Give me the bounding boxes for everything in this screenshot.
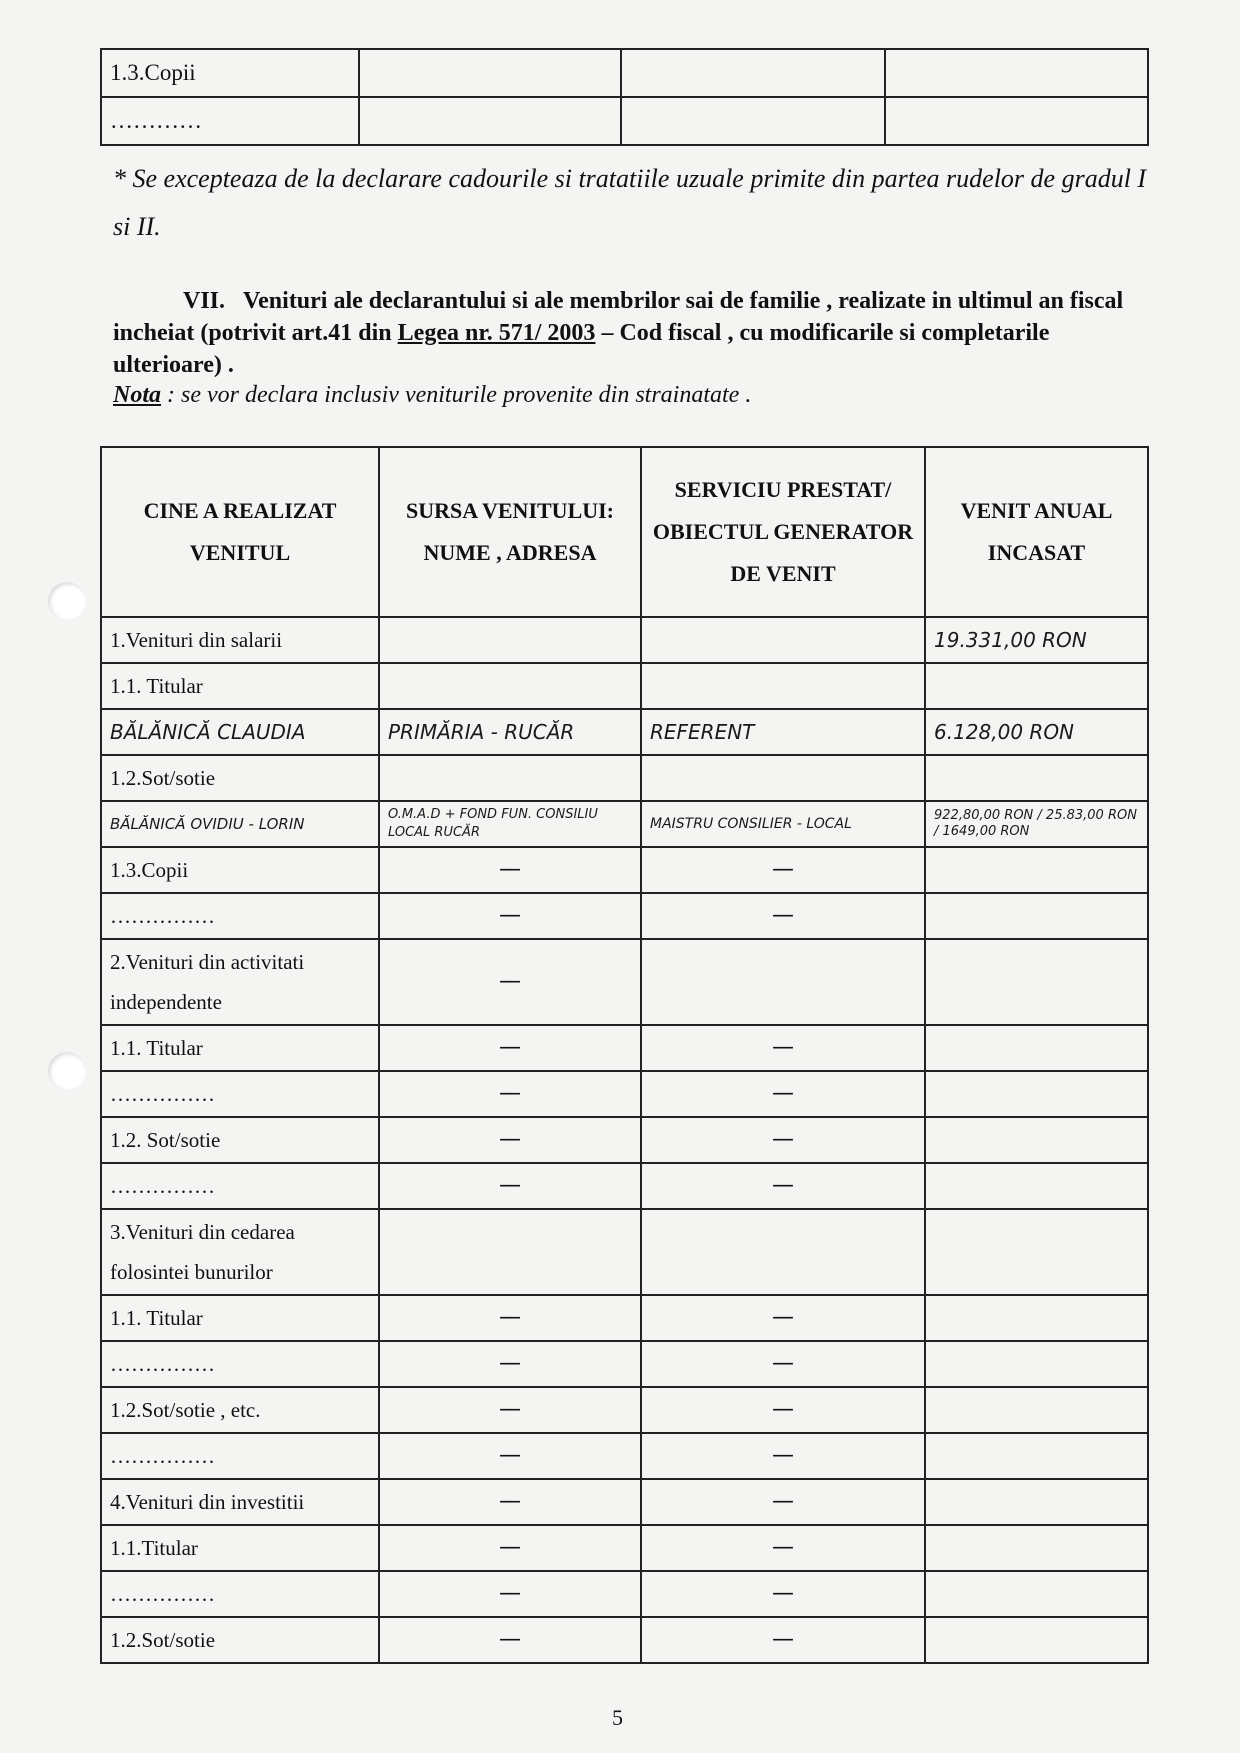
table-cell [925, 1071, 1148, 1117]
table-cell: — [641, 847, 925, 893]
table-cell [379, 755, 641, 801]
table-cell [925, 893, 1148, 939]
table-row [101, 1341, 1148, 1387]
table-row [101, 939, 1148, 1025]
table-cell: 1.Venituri din salarii [101, 617, 379, 663]
table-cell [925, 1163, 1148, 1209]
table-cell: ………… [101, 97, 359, 145]
table-row [101, 97, 1148, 145]
table-cell: — [641, 893, 925, 939]
table-cell: 1.1. Titular [101, 663, 379, 709]
table-cell: 1.3.Copii [101, 847, 379, 893]
table-cell: …………… [101, 1163, 379, 1209]
column-header: CINE A REALIZAT VENITUL [101, 447, 379, 617]
table-row [101, 755, 1148, 801]
table-cell [641, 663, 925, 709]
table-cell [925, 755, 1148, 801]
section-title-part2: – Cod fiscal , cu modificarile si completarile ulterioare) . [113, 320, 1050, 378]
table-cell: — [641, 1617, 925, 1663]
table-row [101, 1209, 1148, 1295]
table-row [101, 1571, 1148, 1617]
section-number: VII. [183, 288, 226, 314]
table-cell: — [379, 1163, 641, 1209]
table-cell [925, 1433, 1148, 1479]
section-title-part1: Venituri ale declarantului si ale membrilor sai de familie , realizate in ultimul an fiscal incheiat (potrivit art.41 din [113, 288, 1124, 346]
table-row [101, 1025, 1148, 1071]
table-cell [379, 663, 641, 709]
table-cell: — [379, 893, 641, 939]
table-cell [359, 49, 621, 97]
table-cell: 1.1. Titular [101, 1295, 379, 1341]
table-cell [925, 1295, 1148, 1341]
table-cell: 1.1. Titular [101, 1025, 379, 1071]
top-table [100, 48, 1149, 146]
table-cell: — [379, 1571, 641, 1617]
table-row [101, 1479, 1148, 1525]
table-cell [621, 49, 885, 97]
table-cell [885, 49, 1148, 97]
table-cell: — [379, 1479, 641, 1525]
table-cell: — [379, 1295, 641, 1341]
table-cell [925, 1617, 1148, 1663]
table-cell: 4.Venituri din investitii [101, 1479, 379, 1525]
table-row [101, 663, 1148, 709]
table-cell [885, 97, 1148, 145]
table-cell [379, 617, 641, 663]
table-cell: — [641, 1295, 925, 1341]
table-row [101, 709, 1148, 755]
table-cell: — [379, 1071, 641, 1117]
table-row [101, 1117, 1148, 1163]
table-cell: 19.331,00 RON [925, 617, 1148, 663]
table-row [101, 893, 1148, 939]
table-cell [359, 97, 621, 145]
table-cell [641, 939, 925, 1025]
table-cell: 922,80,00 RON / 25.83,00 RON / 1649,00 RON [925, 801, 1148, 847]
exception-note: * Se excepteaza de la declarare cadourile si tratatiile uzuale primite din partea rudelor de gradul I si II. [113, 164, 1147, 241]
table-header-row [101, 447, 1148, 617]
table-cell: — [379, 847, 641, 893]
table-cell [925, 1117, 1148, 1163]
table-cell: — [641, 1479, 925, 1525]
nota-line [113, 382, 751, 409]
table-row [101, 1071, 1148, 1117]
table-cell: 1.2.Sot/sotie , etc. [101, 1387, 379, 1433]
table-cell [641, 1209, 925, 1295]
table-cell: — [641, 1163, 925, 1209]
table-cell [379, 1209, 641, 1295]
table-cell: 1.2.Sot/sotie [101, 1617, 379, 1663]
table-cell: — [379, 1341, 641, 1387]
table-cell [925, 1479, 1148, 1525]
table-cell [925, 847, 1148, 893]
table-cell: — [641, 1071, 925, 1117]
table-cell: BĂLĂNICĂ CLAUDIA [101, 709, 379, 755]
table-cell [641, 617, 925, 663]
table-cell: — [379, 1617, 641, 1663]
nota-label: Nota [113, 382, 161, 408]
table-cell: BĂLĂNICĂ OVIDIU - LORIN [101, 801, 379, 847]
table-cell: — [379, 1025, 641, 1071]
table-cell: 1.3.Copii [101, 49, 359, 97]
table-cell [925, 1525, 1148, 1571]
table-cell: — [641, 1525, 925, 1571]
table-row [101, 1387, 1148, 1433]
table-row [101, 1295, 1148, 1341]
table-cell: 1.1.Titular [101, 1525, 379, 1571]
table-cell: …………… [101, 1571, 379, 1617]
table-cell: — [379, 1433, 641, 1479]
column-header: SERVICIU PRESTAT/ OBIECTUL GENERATOR DE VENIT [641, 447, 925, 617]
table-cell: MAISTRU CONSILIER - LOCAL [641, 801, 925, 847]
table-cell [925, 1209, 1148, 1295]
table-cell: — [379, 1387, 641, 1433]
table-row [101, 49, 1148, 97]
section-heading [113, 285, 1143, 381]
table-row [101, 1525, 1148, 1571]
table-cell: — [641, 1387, 925, 1433]
table-row [101, 847, 1148, 893]
table-cell: …………… [101, 1071, 379, 1117]
column-header: VENIT ANUAL INCASAT [925, 447, 1148, 617]
punch-hole [48, 1052, 86, 1090]
table-cell [925, 1387, 1148, 1433]
table-cell: — [379, 1117, 641, 1163]
table-cell: — [641, 1025, 925, 1071]
table-cell: REFERENT [641, 709, 925, 755]
punch-hole [48, 582, 86, 620]
table-cell: — [641, 1433, 925, 1479]
table-cell: …………… [101, 893, 379, 939]
table-row [101, 1617, 1148, 1663]
table-cell: 1.2. Sot/sotie [101, 1117, 379, 1163]
table-cell [925, 1571, 1148, 1617]
table-cell [641, 755, 925, 801]
table-cell: — [641, 1117, 925, 1163]
table-cell: 1.2.Sot/sotie [101, 755, 379, 801]
income-table [100, 446, 1149, 1664]
table-cell [925, 663, 1148, 709]
table-cell: — [641, 1341, 925, 1387]
table-row [101, 801, 1148, 847]
table-cell [925, 1025, 1148, 1071]
table-cell: PRIMĂRIA - RUCĂR [379, 709, 641, 755]
nota-text: : se vor declara inclusiv veniturile provenite din strainatate . [161, 382, 752, 408]
table-row [101, 1433, 1148, 1479]
table-cell: 2.Venituri din activitati independente [101, 939, 379, 1025]
table-cell: …………… [101, 1433, 379, 1479]
table-row [101, 1163, 1148, 1209]
table-cell: …………… [101, 1341, 379, 1387]
table-cell [925, 1341, 1148, 1387]
column-header: SURSA VENITULUI: NUME , ADRESA [379, 447, 641, 617]
table-cell: — [641, 1571, 925, 1617]
law-reference: Legea nr. 571/ 2003 [397, 320, 596, 346]
table-cell: — [379, 1525, 641, 1571]
page-number: 5 [612, 1705, 623, 1730]
table-cell: 6.128,00 RON [925, 709, 1148, 755]
table-cell: O.M.A.D + FOND FUN. CONSILIU LOCAL RUCĂR [379, 801, 641, 847]
table-cell [925, 939, 1148, 1025]
table-row [101, 617, 1148, 663]
table-cell: 3.Venituri din cedarea folosintei bunurilor [101, 1209, 379, 1295]
table-cell: — [379, 939, 641, 1025]
table-cell [621, 97, 885, 145]
